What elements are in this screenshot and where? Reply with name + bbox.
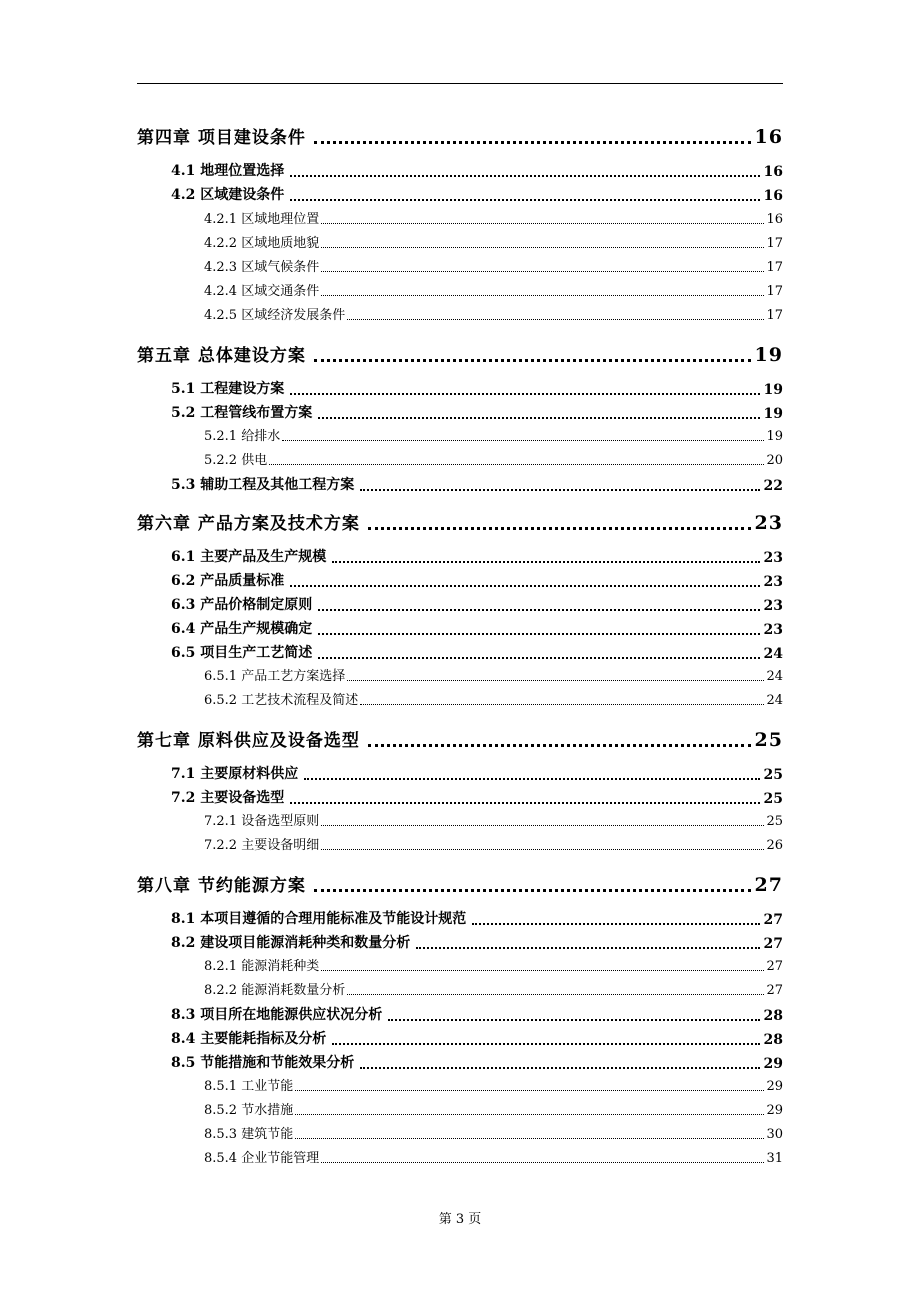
toc-dot-leader bbox=[282, 440, 764, 441]
toc-dot-leader bbox=[360, 1067, 759, 1069]
toc-entry-title: 第八章 节约能源方案 bbox=[137, 876, 306, 896]
toc-subsection-entry[interactable] bbox=[204, 956, 783, 974]
toc-entry-title: 4.2.1 区域地理位置 bbox=[204, 212, 320, 227]
toc-entry-page: 22 bbox=[763, 478, 783, 494]
toc-entry-title: 6.1 主要产品及生产规模 bbox=[171, 549, 327, 565]
toc-entry-page: 27 bbox=[763, 936, 783, 952]
toc-dot-leader bbox=[347, 319, 764, 320]
toc-dot-leader bbox=[368, 527, 751, 530]
toc-subsection-entry[interactable] bbox=[204, 666, 783, 684]
toc-section-entry[interactable] bbox=[171, 570, 783, 590]
toc-subsection-entry[interactable] bbox=[204, 450, 783, 468]
toc-section-entry[interactable] bbox=[171, 402, 783, 422]
toc-entry-page: 23 bbox=[763, 622, 783, 638]
toc-subsection-entry[interactable] bbox=[204, 233, 783, 251]
toc-entry-page: 27 bbox=[766, 983, 783, 998]
toc-section-entry[interactable] bbox=[171, 787, 783, 807]
toc-entry-title: 7.1 主要原材料供应 bbox=[171, 766, 299, 782]
toc-entry-page: 19 bbox=[766, 429, 783, 444]
toc-entry-page: 17 bbox=[766, 236, 783, 251]
toc-chapter-entry[interactable] bbox=[137, 727, 783, 751]
toc-entry-page: 24 bbox=[766, 693, 783, 708]
toc-dot-leader bbox=[321, 970, 764, 971]
toc-chapter-entry[interactable] bbox=[137, 872, 783, 896]
toc-entry-title: 6.5 项目生产工艺简述 bbox=[171, 645, 313, 661]
toc-entry-title: 8.5 节能措施和节能效果分析 bbox=[171, 1055, 355, 1071]
toc-entry-page: 16 bbox=[763, 188, 783, 204]
toc-entry-title: 4.2 区域建设条件 bbox=[171, 187, 285, 203]
toc-entry-title: 第五章 总体建设方案 bbox=[137, 346, 306, 366]
toc-entry-title: 第六章 产品方案及技术方案 bbox=[137, 514, 360, 534]
toc-entry-title: 7.2.1 设备选型原则 bbox=[204, 814, 320, 829]
toc-subsection-entry[interactable] bbox=[204, 209, 783, 227]
toc-entry-page: 19 bbox=[763, 406, 783, 422]
toc-entry-page: 28 bbox=[763, 1008, 783, 1024]
toc-entry-page: 17 bbox=[766, 284, 783, 299]
toc-entry-page: 31 bbox=[766, 1151, 783, 1166]
toc-section-entry[interactable] bbox=[171, 618, 783, 638]
toc-dot-leader bbox=[318, 657, 759, 659]
toc-dot-leader bbox=[314, 889, 751, 892]
toc-dot-leader bbox=[321, 1162, 764, 1163]
toc-dot-leader bbox=[368, 744, 751, 747]
toc-dot-leader bbox=[269, 464, 764, 465]
toc-entry-page: 19 bbox=[763, 382, 783, 398]
toc-subsection-entry[interactable] bbox=[204, 1076, 783, 1094]
toc-entry-page: 16 bbox=[766, 212, 783, 227]
toc-section-entry[interactable] bbox=[171, 1028, 783, 1048]
toc-entry-page: 17 bbox=[766, 308, 783, 323]
toc-dot-leader bbox=[321, 825, 764, 826]
toc-entry-title: 第四章 项目建设条件 bbox=[137, 128, 306, 148]
toc-dot-leader bbox=[290, 585, 759, 587]
toc-entry-title: 4.1 地理位置选择 bbox=[171, 163, 285, 179]
toc-entry-page: 16 bbox=[754, 126, 783, 148]
toc-dot-leader bbox=[318, 417, 759, 419]
toc-entry-title: 4.2.3 区域气候条件 bbox=[204, 260, 320, 275]
toc-subsection-entry[interactable] bbox=[204, 811, 783, 829]
toc-dot-leader bbox=[332, 1043, 759, 1045]
toc-entry-title: 8.5.2 节水措施 bbox=[204, 1103, 294, 1118]
toc-dot-leader bbox=[290, 393, 759, 395]
toc-section-entry[interactable] bbox=[171, 642, 783, 662]
toc-entry-page: 25 bbox=[763, 791, 783, 807]
toc-section-entry[interactable] bbox=[171, 1052, 783, 1072]
toc-entry-page: 25 bbox=[763, 767, 783, 783]
toc-entry-page: 26 bbox=[766, 838, 783, 853]
toc-entry-page: 27 bbox=[766, 959, 783, 974]
toc-chapter-entry[interactable] bbox=[137, 342, 783, 366]
toc-entry-page: 16 bbox=[763, 164, 783, 180]
toc-entry-page: 25 bbox=[754, 729, 783, 751]
toc-dot-leader bbox=[321, 295, 764, 296]
toc-dot-leader bbox=[360, 489, 759, 491]
toc-dot-leader bbox=[290, 199, 759, 201]
toc-chapter-entry[interactable] bbox=[137, 510, 783, 534]
toc-section-entry[interactable] bbox=[171, 908, 783, 928]
toc-dot-leader bbox=[416, 947, 759, 949]
toc-dot-leader bbox=[472, 923, 759, 925]
toc-entry-title: 8.5.1 工业节能 bbox=[204, 1079, 294, 1094]
toc-dot-leader bbox=[290, 175, 759, 177]
toc-entry-title: 7.2 主要设备选型 bbox=[171, 790, 285, 806]
toc-subsection-entry[interactable] bbox=[204, 980, 783, 998]
toc-dot-leader bbox=[321, 247, 764, 248]
toc-entry-title: 6.3 产品价格制定原则 bbox=[171, 597, 313, 613]
toc-subsection-entry[interactable] bbox=[204, 257, 783, 275]
toc-entry-title: 5.3 辅助工程及其他工程方案 bbox=[171, 477, 355, 493]
toc-entry-title: 6.5.1 产品工艺方案选择 bbox=[204, 669, 346, 684]
toc-entry-title: 4.2.4 区域交通条件 bbox=[204, 284, 320, 299]
toc-entry-title: 8.5.4 企业节能管理 bbox=[204, 1151, 320, 1166]
toc-entry-page: 17 bbox=[766, 260, 783, 275]
toc-entry-page: 24 bbox=[766, 669, 783, 684]
toc-dot-leader bbox=[290, 802, 759, 804]
toc-dot-leader bbox=[360, 704, 764, 705]
toc-section-entry[interactable] bbox=[171, 184, 783, 204]
toc-subsection-entry[interactable] bbox=[204, 835, 783, 853]
toc-dot-leader bbox=[347, 994, 764, 995]
toc-dot-leader bbox=[295, 1138, 764, 1139]
toc-dot-leader bbox=[347, 680, 764, 681]
toc-dot-leader bbox=[295, 1114, 764, 1115]
toc-subsection-entry[interactable] bbox=[204, 1124, 783, 1142]
toc-dot-leader bbox=[332, 561, 759, 563]
page-number: 第 3 页 bbox=[438, 1212, 482, 1227]
toc-entry-title: 6.4 产品生产规模确定 bbox=[171, 621, 313, 637]
toc-entry-title: 4.2.2 区域地质地貌 bbox=[204, 236, 320, 251]
toc-section-entry[interactable] bbox=[171, 763, 783, 783]
toc-entry-page: 29 bbox=[766, 1079, 783, 1094]
toc-dot-leader bbox=[295, 1090, 764, 1091]
toc-entry-title: 7.2.2 主要设备明细 bbox=[204, 838, 320, 853]
toc-entry-title: 8.1 本项目遵循的合理用能标准及节能设计规范 bbox=[171, 911, 467, 927]
toc-entry-title: 4.2.5 区域经济发展条件 bbox=[204, 308, 346, 323]
toc-entry-title: 8.4 主要能耗指标及分析 bbox=[171, 1031, 327, 1047]
toc-entry-title: 6.5.2 工艺技术流程及简述 bbox=[204, 693, 359, 708]
toc-dot-leader bbox=[304, 778, 759, 780]
toc-entry-page: 29 bbox=[766, 1103, 783, 1118]
toc-entry-page: 23 bbox=[763, 550, 783, 566]
toc-entry-title: 8.5.3 建筑节能 bbox=[204, 1127, 294, 1142]
toc-entry-page: 28 bbox=[763, 1032, 783, 1048]
toc-section-entry[interactable] bbox=[171, 160, 783, 180]
toc-dot-leader bbox=[318, 609, 759, 611]
toc-entry-page: 30 bbox=[766, 1127, 783, 1142]
toc-section-entry[interactable] bbox=[171, 1004, 783, 1024]
toc-entry-title: 8.2.2 能源消耗数量分析 bbox=[204, 983, 346, 998]
toc-entry-page: 27 bbox=[754, 874, 783, 896]
toc-chapter-entry[interactable] bbox=[137, 124, 783, 148]
toc-entry-title: 5.2.1 给排水 bbox=[204, 429, 281, 444]
toc-dot-leader bbox=[314, 359, 751, 362]
toc-dot-leader bbox=[318, 633, 759, 635]
toc-subsection-entry[interactable] bbox=[204, 1148, 783, 1166]
toc-entry-page: 23 bbox=[754, 512, 783, 534]
toc-entry-page: 23 bbox=[763, 574, 783, 590]
toc-section-entry[interactable] bbox=[171, 378, 783, 398]
toc-entry-title: 8.2.1 能源消耗种类 bbox=[204, 959, 320, 974]
toc-dot-leader bbox=[321, 223, 764, 224]
toc-section-entry[interactable] bbox=[171, 594, 783, 614]
toc-section-entry[interactable] bbox=[171, 932, 783, 952]
toc-entry-page: 25 bbox=[766, 814, 783, 829]
toc-entry-title: 第七章 原料供应及设备选型 bbox=[137, 731, 360, 751]
toc-entry-page: 23 bbox=[763, 598, 783, 614]
toc-subsection-entry[interactable] bbox=[204, 281, 783, 299]
toc-entry-title: 8.2 建设项目能源消耗种类和数量分析 bbox=[171, 935, 411, 951]
toc-entry-page: 20 bbox=[766, 453, 783, 468]
toc-dot-leader bbox=[321, 271, 764, 272]
toc-subsection-entry[interactable] bbox=[204, 690, 783, 708]
toc-dot-leader bbox=[321, 849, 764, 850]
toc-entry-title: 5.1 工程建设方案 bbox=[171, 381, 285, 397]
toc-subsection-entry[interactable] bbox=[204, 1100, 783, 1118]
toc-entry-title: 6.2 产品质量标准 bbox=[171, 573, 285, 589]
toc-subsection-entry[interactable] bbox=[204, 426, 783, 444]
toc-dot-leader bbox=[388, 1019, 759, 1021]
toc-dot-leader bbox=[314, 141, 751, 144]
toc-entry-title: 8.3 项目所在地能源供应状况分析 bbox=[171, 1007, 383, 1023]
toc-entry-page: 24 bbox=[763, 646, 783, 662]
toc-entry-page: 19 bbox=[754, 344, 783, 366]
toc-entry-page: 29 bbox=[763, 1056, 783, 1072]
toc-section-entry[interactable] bbox=[171, 546, 783, 566]
toc-entry-title: 5.2.2 供电 bbox=[204, 453, 268, 468]
toc-entry-page: 27 bbox=[763, 912, 783, 928]
toc-subsection-entry[interactable] bbox=[204, 305, 783, 323]
toc-entry-title: 5.2 工程管线布置方案 bbox=[171, 405, 313, 421]
toc-section-entry[interactable] bbox=[171, 474, 783, 494]
